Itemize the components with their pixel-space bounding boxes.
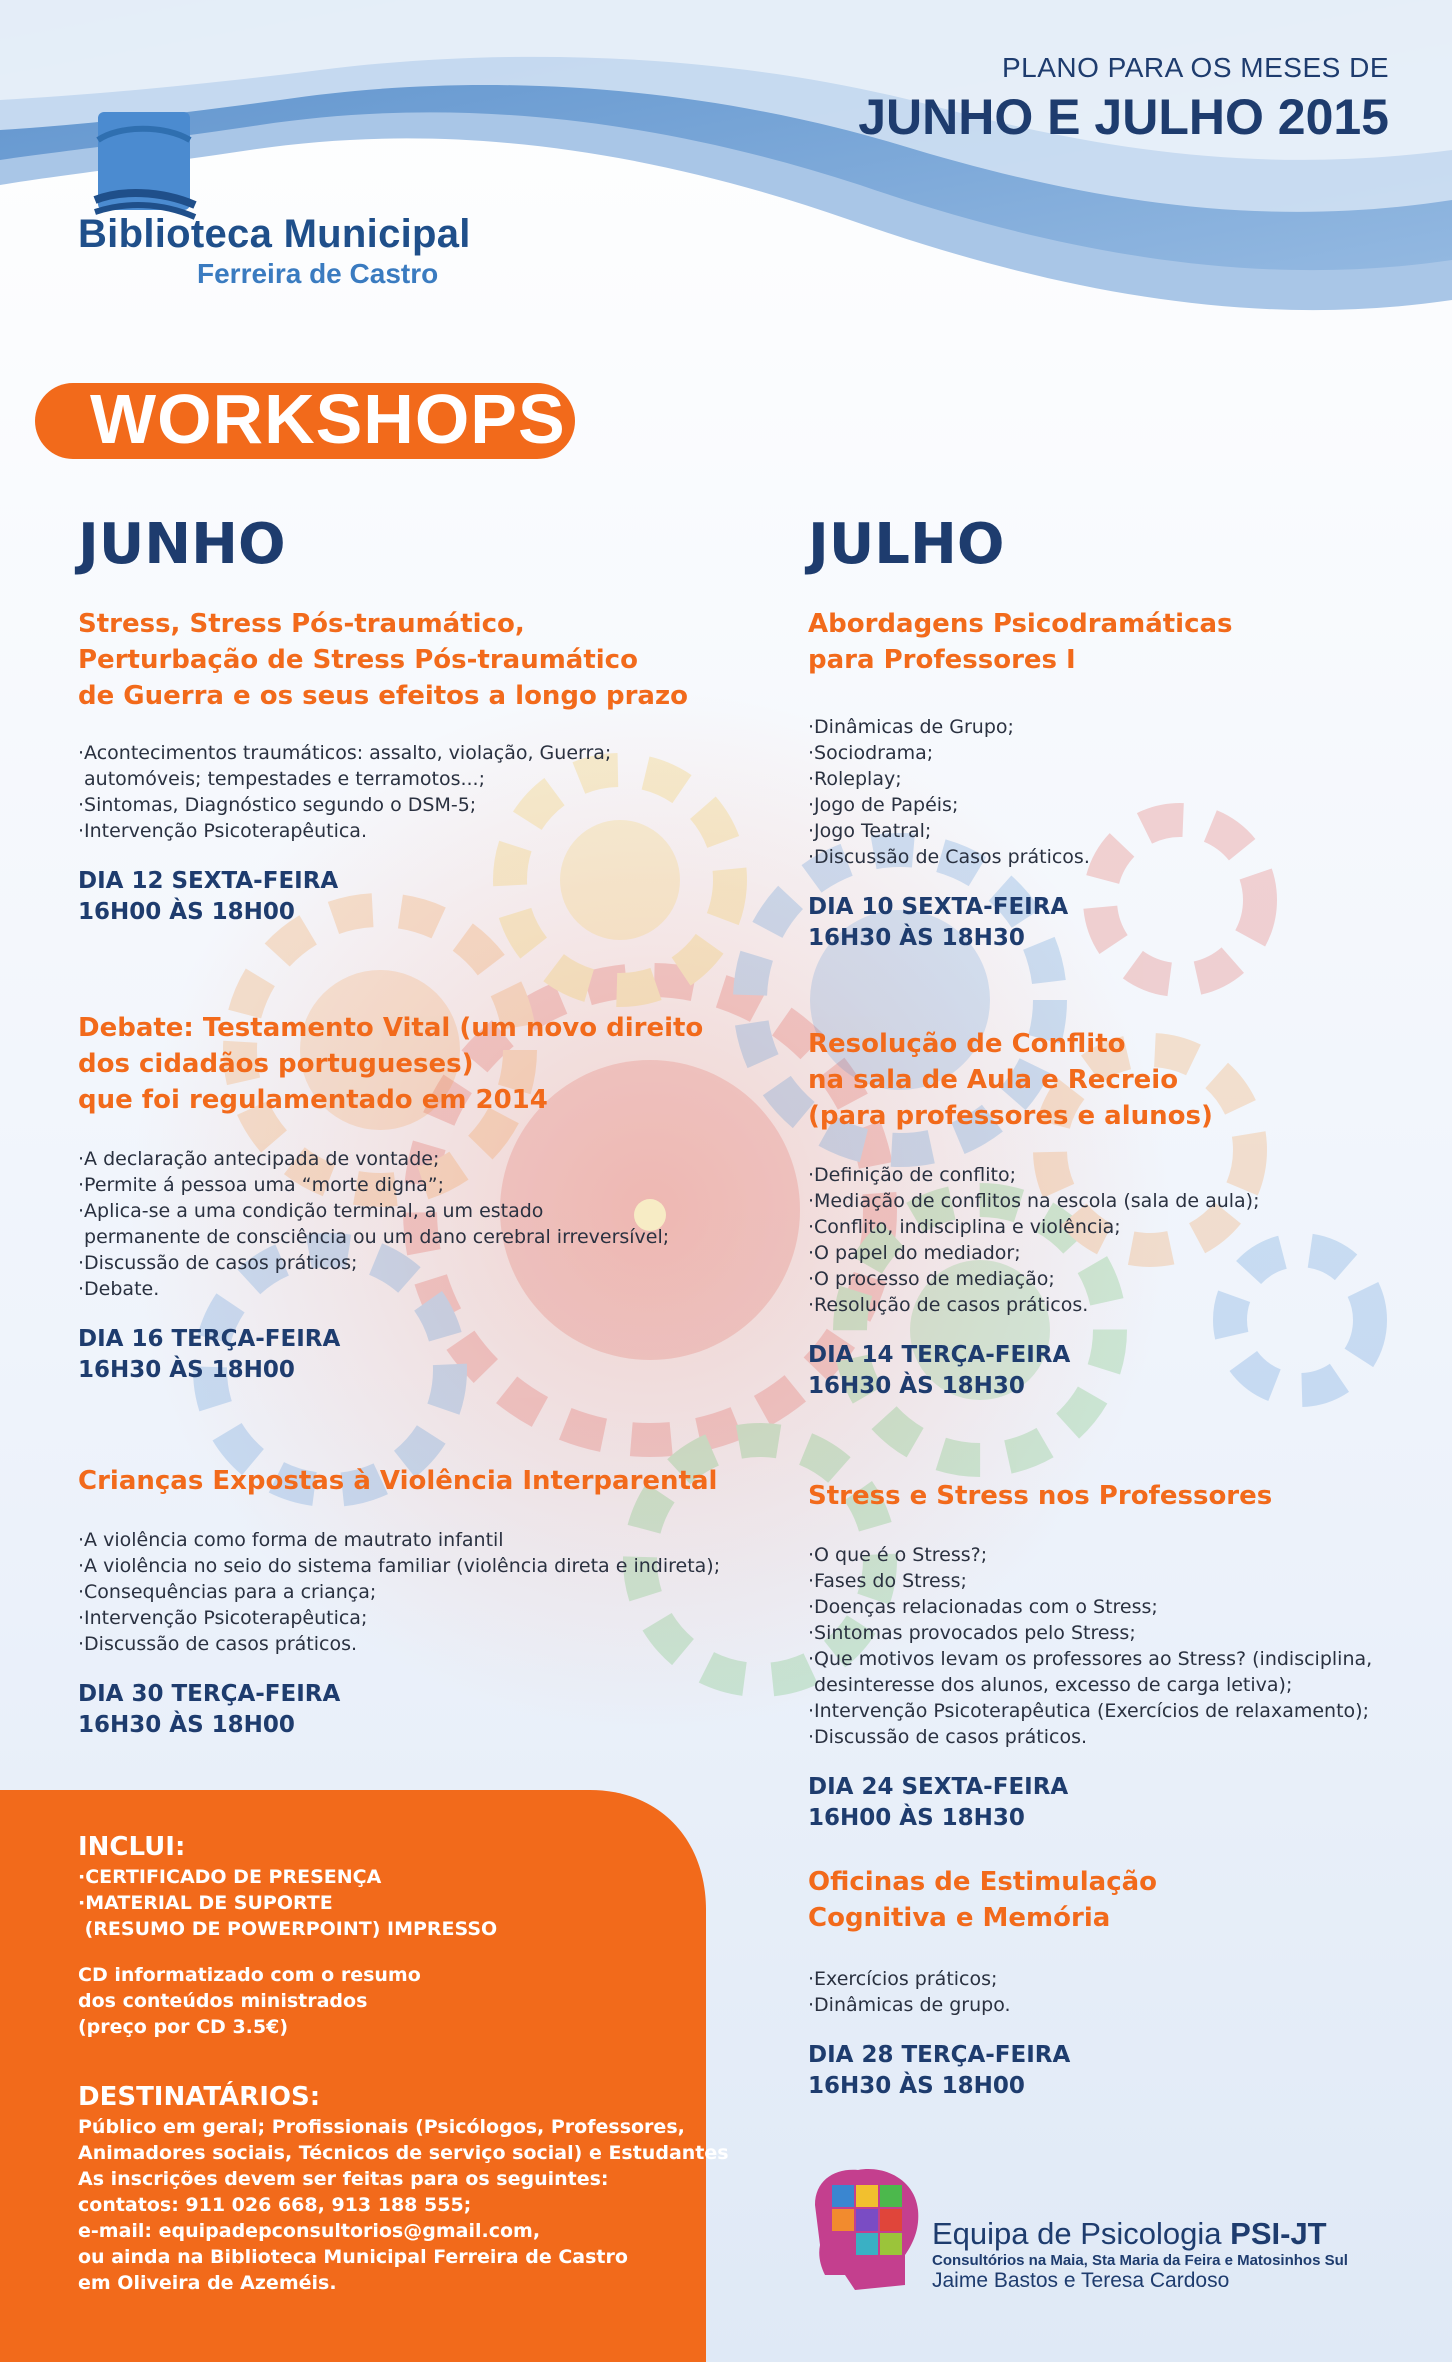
event-title: Abordagens Psicodramáticas para Professores I	[808, 609, 1233, 675]
june-event-3	[78, 1463, 720, 1741]
event-title: Oficinas de Estimulação Cognitiva e Memória	[808, 1867, 1158, 1933]
audience-heading: DESTINATÁRIOS:	[78, 2082, 321, 2112]
event-bullets: ·A violência como forma de mautrato infantil ·A violência no seio do sistema familiar (violência direta e indireta); ·Consequências para a criança; ·Intervenção Psicoterapêutica; ·Discussão de casos práticos.	[78, 1529, 721, 1655]
july-event-3	[808, 1478, 1372, 1834]
july-event-4	[808, 1864, 1157, 2102]
event-date: DIA 30 TERÇA-FEIRA 16H30 ÀS 18H00	[78, 1681, 341, 1738]
month-july: JULHO	[808, 512, 1005, 577]
event-title: Stress e Stress nos Professores	[808, 1481, 1273, 1511]
event-date: DIA 12 SEXTA-FEIRA 16H00 ÀS 18H00	[78, 868, 339, 925]
event-bullets: ·Acontecimentos traumáticos: assalto, violação, Guerra; automóveis; tempestades e terramotos...; ·Sintomas, Diagnóstico segundo o DSM-5; ·Intervenção Psicoterapêutica.	[78, 742, 612, 842]
july-event-1	[808, 606, 1233, 954]
includes-section	[78, 1832, 497, 2040]
workshops-banner	[35, 380, 575, 459]
event-bullets: ·Definição de conflito; ·Mediação de conflitos na escola (sala de aula); ·Conflito, indisciplina e violência; ·O papel do mediador; ·O processo de mediação; ·Resolução de casos práticos.	[808, 1164, 1260, 1316]
event-date: DIA 10 SEXTA-FEIRA 16H30 ÀS 18H30	[808, 894, 1069, 951]
audience-section	[78, 2082, 729, 2296]
psi-puzzle-logo-icon	[815, 2169, 918, 2290]
workshops-label: WORKSHOPS	[90, 380, 566, 458]
july-event-2	[808, 1026, 1260, 1402]
event-bullets: ·O que é o Stress?; ·Fases do Stress; ·Doenças relacionadas com o Stress; ·Sintomas provocados pelo Stress; ·Que motivos levam os professores ao Stress? (indisciplina, desinteresse dos alunos, excesso de carga letiva); ·Intervenção Psicoterapêutica (Exercícios de relaxamento); ·Discussão de casos práticos.	[808, 1544, 1373, 1748]
book-logo-icon	[95, 112, 195, 217]
event-bullets: ·A declaração antecipada de vontade; ·Permite á pessoa uma “morte digna”; ·Aplica-se a uma condição terminal, a um estado permanente de consciência ou um dano cerebral irreversível; ·Discussão de casos práticos; ·Debate.	[78, 1148, 670, 1300]
includes-heading: INCLUI:	[78, 1832, 186, 1862]
month-june: JUNHO	[78, 512, 286, 577]
event-bullets: ·Exercícios práticos; ·Dinâmicas de grupo.	[808, 1968, 1011, 2016]
psi-team	[932, 2216, 1348, 2293]
plan-line-2: JUNHO E JULHO 2015	[858, 89, 1389, 145]
event-date: DIA 14 TERÇA-FEIRA 16H30 ÀS 18H30	[808, 1342, 1071, 1399]
event-title: Crianças Expostas à Violência Interparental	[78, 1466, 718, 1496]
event-title: Stress, Stress Pós-traumático, Perturbação de Stress Pós-traumático de Guerra e os seus efeitos a longo prazo	[78, 609, 688, 711]
includes-list: ·CERTIFICADO DE PRESENÇA ·MATERIAL DE SUPORTE (RESUMO DE POWERPOINT) IMPRESSO	[78, 1866, 498, 1940]
psi-team-locations: Consultórios na Maia, Sta Maria da Feira e Matosinhos Sul	[932, 2252, 1348, 2269]
cd-info: CD informatizado com o resumo dos conteúdos ministrados (preço por CD 3.5€)	[78, 1964, 421, 2038]
library-name: Biblioteca Municipal	[78, 212, 471, 256]
psi-team-name: Equipa de Psicologia PSI-JT	[932, 2216, 1327, 2251]
psi-team-members: Jaime Bastos e Teresa Cardoso	[932, 2269, 1230, 2292]
plan-line-1: PLANO PARA OS MESES DE	[1001, 52, 1389, 83]
june-event-2	[78, 1010, 703, 1386]
audience-text: Público em geral; Profissionais (Psicólogos, Professores, Animadores sociais, Técnicos de serviço social) e Estudantes As inscrições devem ser feitas para os seguintes: contatos: 911 026 668, 913 188 555; e-mail: equipadepconsultorios@gmail.com, ou ainda na Biblioteca Municipal Ferreira de Castro em Oliveira de Azeméis.	[78, 2116, 729, 2294]
event-date: DIA 28 TERÇA-FEIRA 16H30 ÀS 18H00	[808, 2042, 1071, 2099]
event-title: Resolução de Conflito na sala de Aula e Recreio (para professores e alunos)	[808, 1029, 1213, 1131]
event-bullets: ·Dinâmicas de Grupo; ·Sociodrama; ·Roleplay; ·Jogo de Papéis; ·Jogo Teatral; ·Discussão de Casos práticos.	[808, 716, 1090, 868]
june-event-1	[78, 606, 688, 928]
library-subtitle: Ferreira de Castro	[197, 258, 439, 289]
email-link[interactable]: e-mail: equipadepconsultorios@gmail.com,	[78, 2220, 541, 2242]
event-title: Debate: Testamento Vital (um novo direito dos cidadãos portugueses) que foi regulamentado em 2014	[78, 1013, 704, 1115]
event-date: DIA 16 TERÇA-FEIRA 16H30 ÀS 18H00	[78, 1326, 341, 1383]
event-date: DIA 24 SEXTA-FEIRA 16H00 ÀS 18H30	[808, 1774, 1069, 1831]
